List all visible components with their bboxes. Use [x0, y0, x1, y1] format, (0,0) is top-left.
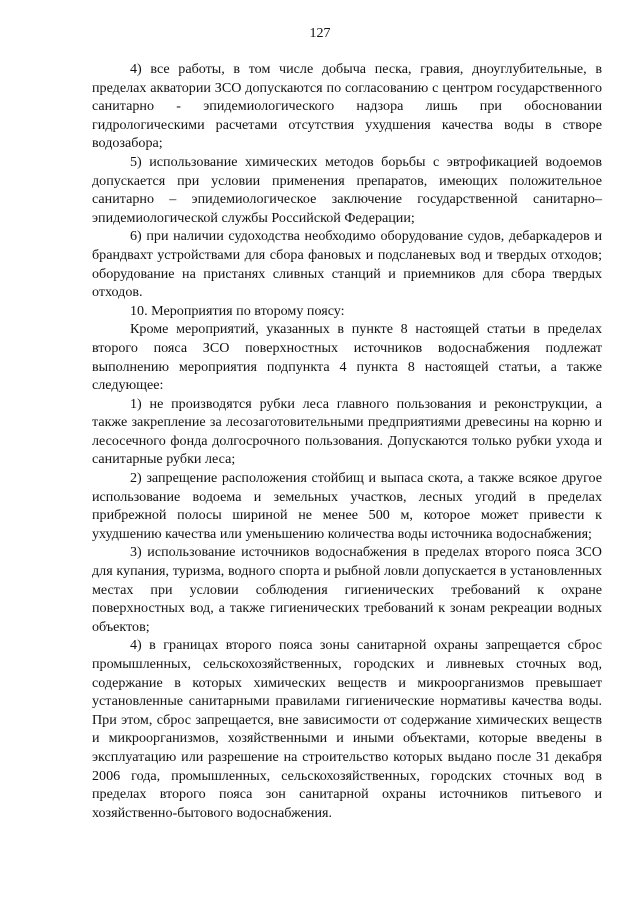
paragraph-second-zone-item-3: 3) использование источников водоснабжения в пределах второго пояса ЗСО для купания, туризма, водного спорта и рыбной ловли допускается в установленных местах при условии соблюдения гигиенических требований к охране поверхностных вод, а также гигиенических требований к зонам рекреации водных объектов; [92, 544, 602, 635]
paragraph-second-zone-item-4: 4) в границах второго пояса зоны санитарной охраны запрещается сброс промышленных, сельскохозяйственных, городских и ливневых сточных вод, содержание в которых химических веществ и микроорганизмов превышает установленные санитарными правилами гигиенические нормативы качества воды. При этом, сброс запрещается, вне зависимости от содержание химических веществ и микроорганизмов, хозяйственными и иными объектами, которые введены в эксплуатацию или разрешение на строительство которых выдано после 31 декабря 2006 года, промышленных, сельскохозяйственных, городских сточных вод в пределах второго пояса зон санитарной охраны источников питьевого и хозяйственно-бытового водоснабжения. [92, 637, 602, 821]
paragraph-item-6-navigation: 6) при наличии судоходства необходимо оборудование судов, дебаркадеров и брандвахт устройствами для сбора фановых и подсланевых вод и твердых отходов; оборудование на пристанях сливных станций и приемников для сбора твердых отходов. [92, 228, 602, 301]
page-number: 127 [309, 26, 331, 41]
paragraph-item-5-chemical-methods: 5) использование химических методов борьбы с эвтрофикацией водоемов допускается при условии применения препаратов, имеющих положительное санитарно – эпидемиологическое заключение государственной санитарно– эпидемиологической службы Российской Федерации; [92, 153, 602, 226]
paragraph-second-zone-item-1: 1) не производятся рубки леса главного пользования и реконструкции, а также закрепление за лесозаготовительными предприятиями древесины на корню и лесосечного фонда долгосрочного пользования. Допускаются только рубки ухода и санитарные рубки леса; [92, 395, 602, 468]
section-heading-second-zone: 10. Мероприятия по второму поясу: [130, 302, 345, 319]
document-body [92, 60, 602, 822]
paragraph-item-4-works: 4) все работы, в том числе добыча песка, гравия, дноуглубительные, в пределах акватории ЗСО допускаются по согласованию с центром государственного санитарно - эпидемиологического надзора лишь при обосновании гидрологическими расчетами отсутствия ухудшения качества воды в створе водозабора; [92, 61, 602, 152]
paragraph-second-zone-item-2: 2) запрещение расположения стойбищ и выпаса скота, а также всякое другое использование водоема и земельных участков, лесных угодий в пределах прибрежной полосы шириной не менее 500 м, которое может привести к ухудшению качества или уменьшению количества воды источника водоснабжения; [92, 470, 602, 542]
paragraph-second-zone-intro: Кроме мероприятий, указанных в пункте 8 настоящей статьи в пределах второго пояса ЗСО поверхностных источников водоснабжения подлежат выполнению мероприятия подпункта 4 пункта 8 настоящей статьи, а также следующее: [92, 321, 602, 394]
